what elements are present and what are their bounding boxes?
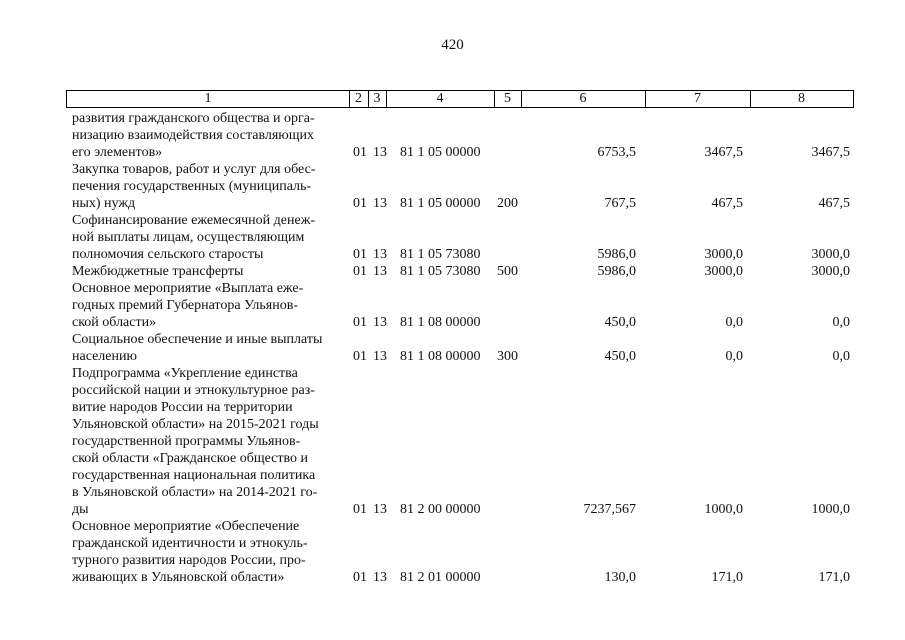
cell-c2: 01	[353, 315, 367, 330]
table-row	[0, 110, 905, 161]
description-line: ных) нужд	[72, 196, 136, 211]
cell-c4: 81 1 05 73080	[400, 247, 481, 262]
cell-c7: 467,5	[711, 196, 743, 211]
cell-c4: 81 1 08 00000	[400, 315, 481, 330]
cell-c3: 13	[373, 502, 387, 517]
description-line: ской области»	[72, 315, 157, 330]
row-description	[72, 212, 344, 263]
cell-c8: 3000,0	[811, 247, 850, 262]
cell-c3: 13	[373, 196, 387, 211]
header-col-3: 3	[368, 91, 387, 107]
description-line: гражданской идентичности и этнокуль-	[72, 536, 308, 551]
cell-c3: 13	[373, 247, 387, 262]
row-description	[72, 518, 344, 586]
cell-c2: 01	[353, 196, 367, 211]
description-line: живающих в Ульяновской области»	[72, 570, 285, 585]
cell-c6: 6753,5	[597, 145, 636, 160]
row-description	[72, 280, 344, 331]
cell-c7: 1000,0	[704, 502, 743, 517]
description-line: Подпрограмма «Укрепление единства	[72, 366, 298, 381]
cell-c2: 01	[353, 145, 367, 160]
description-line: печения государственных (муниципаль-	[72, 179, 312, 194]
cell-c6: 5986,0	[597, 264, 636, 279]
cell-c7: 0,0	[725, 315, 743, 330]
cell-c3: 13	[373, 570, 387, 585]
row-description	[72, 110, 344, 161]
cell-c8: 0,0	[832, 315, 850, 330]
cell-c5: 500	[497, 264, 518, 279]
header-col-6: 6	[521, 91, 646, 107]
row-description	[72, 263, 344, 280]
cell-c8: 3000,0	[811, 264, 850, 279]
cell-c7: 171,0	[711, 570, 743, 585]
description-line: населению	[72, 349, 137, 364]
cell-c6: 7237,567	[583, 502, 636, 517]
description-line: годных премий Губернатора Ульянов-	[72, 298, 298, 313]
cell-c2: 01	[353, 502, 367, 517]
cell-c7: 3467,5	[704, 145, 743, 160]
description-line: Социальное обеспечение и иные выплаты	[72, 332, 323, 347]
description-line: государственная национальная политика	[72, 468, 316, 483]
description-line: развития гражданского общества и орга-	[72, 111, 315, 126]
description-line: Софинансирование ежемесячной денеж-	[72, 213, 316, 228]
description-line: Закупка товаров, работ и услуг для обес-	[72, 162, 316, 177]
description-line: государственной программы Ульянов-	[72, 434, 301, 449]
row-description	[72, 365, 344, 518]
description-line: ской области «Гражданское общество и	[72, 451, 309, 466]
cell-c3: 13	[373, 315, 387, 330]
cell-c2: 01	[353, 247, 367, 262]
page-number: 420	[441, 37, 464, 53]
cell-c3: 13	[373, 264, 387, 279]
description-line: Ульяновской области» на 2015-2021 годы	[72, 417, 319, 432]
header-col-4: 4	[386, 91, 495, 107]
header-col-8: 8	[798, 91, 805, 106]
table-body	[0, 110, 905, 586]
description-line: Основное мероприятие «Обеспечение	[72, 519, 300, 534]
cell-c6: 450,0	[604, 349, 636, 364]
header-col-1: 1	[67, 91, 350, 107]
cell-c6: 450,0	[604, 315, 636, 330]
description-line: Межбюджетные трансферты	[72, 264, 244, 279]
table-row	[0, 365, 905, 518]
table-row	[0, 263, 905, 280]
cell-c4: 81 1 05 00000	[400, 196, 481, 211]
table-header	[66, 90, 854, 108]
cell-c7: 0,0	[725, 349, 743, 364]
cell-c7: 3000,0	[704, 264, 743, 279]
description-line: полномочия сельского старосты	[72, 247, 264, 262]
row-description	[72, 331, 344, 365]
header-col-2: 2	[349, 91, 369, 107]
description-line: витие народов России на территории	[72, 400, 293, 415]
table-row	[0, 518, 905, 586]
cell-c8: 171,0	[818, 570, 850, 585]
cell-c3: 13	[373, 349, 387, 364]
description-line: ной выплаты лицам, осуществляющим	[72, 230, 305, 245]
cell-c4: 81 2 01 00000	[400, 570, 481, 585]
cell-c3: 13	[373, 145, 387, 160]
cell-c8: 467,5	[818, 196, 850, 211]
table-row	[0, 280, 905, 331]
cell-c6: 130,0	[604, 570, 636, 585]
description-line: российской нации и этнокультурное раз-	[72, 383, 315, 398]
cell-c2: 01	[353, 264, 367, 279]
cell-c7: 3000,0	[704, 247, 743, 262]
table-row	[0, 331, 905, 365]
cell-c5: 300	[497, 349, 518, 364]
cell-c8: 3467,5	[811, 145, 850, 160]
cell-c6: 5986,0	[597, 247, 636, 262]
description-line: ды	[72, 502, 89, 517]
cell-c2: 01	[353, 570, 367, 585]
cell-c8: 0,0	[832, 349, 850, 364]
row-description	[72, 161, 344, 212]
description-line: его элементов»	[72, 145, 163, 160]
cell-c4: 81 1 05 00000	[400, 145, 481, 160]
cell-c4: 81 1 05 73080	[400, 264, 481, 279]
table-row	[0, 161, 905, 212]
description-line: Основное мероприятие «Выплата еже-	[72, 281, 304, 296]
cell-c8: 1000,0	[811, 502, 850, 517]
header-col-7: 7	[645, 91, 751, 107]
cell-c4: 81 2 00 00000	[400, 502, 481, 517]
table-row	[0, 212, 905, 263]
description-line: турного развития народов России, про-	[72, 553, 306, 568]
cell-c2: 01	[353, 349, 367, 364]
cell-c5: 200	[497, 196, 518, 211]
header-col-5: 5	[494, 91, 522, 107]
cell-c6: 767,5	[604, 196, 636, 211]
description-line: низацию взаимодействия составляющих	[72, 128, 315, 143]
cell-c4: 81 1 08 00000	[400, 349, 481, 364]
description-line: в Ульяновской области» на 2014-2021 го-	[72, 485, 318, 500]
